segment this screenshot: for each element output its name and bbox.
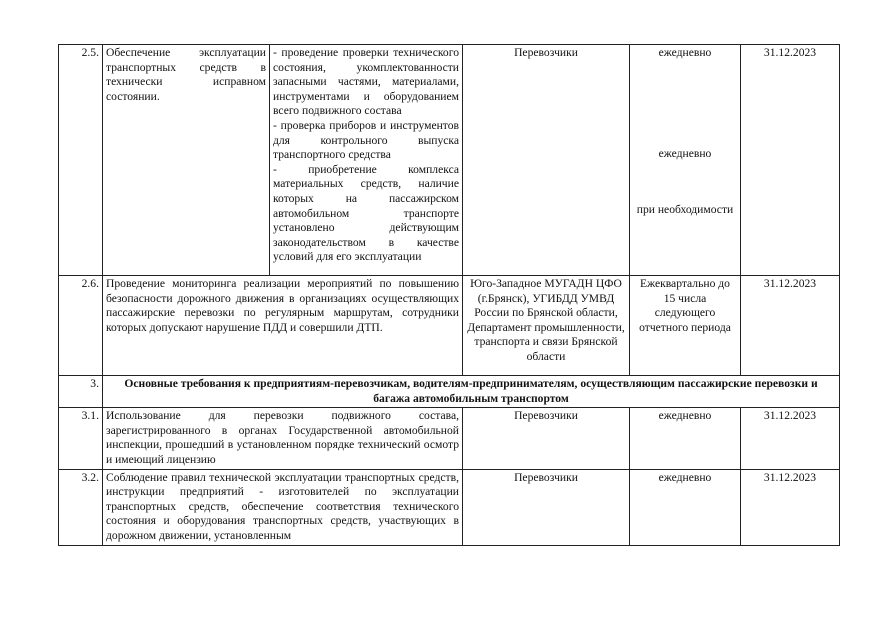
section-title: Основные требования к предприятиям-перевозчикам, водителям-предпринимателям, осуществляющим пассажирские перевозки и багажа автомобильным транспортом xyxy=(103,376,840,408)
row-number: 3.1. xyxy=(59,408,103,469)
table-row xyxy=(59,469,840,545)
row-period: Ежеквартально до 15 числа следующего отчетного периода xyxy=(630,276,741,376)
table-row xyxy=(59,276,840,376)
row-deadline: 31.12.2023 xyxy=(741,45,840,276)
row-deadline: 31.12.2023 xyxy=(741,469,840,545)
row-title: Соблюдение правил технической эксплуатации транспортных средств, инструкции предприятий - изготовителей по эксплуатации транспортных средств, обеспечение соответствия технического состояния и оборудования транспортных средств, участвующих в дорожном движении, установленным xyxy=(103,469,463,545)
table-row xyxy=(59,45,840,276)
row-executor: Перевозчики xyxy=(463,469,630,545)
row-deadline: 31.12.2023 xyxy=(741,408,840,469)
row-period: ежедневно xyxy=(630,408,741,469)
period-item: ежедневно xyxy=(658,146,712,160)
period-item: ежедневно xyxy=(658,46,712,59)
table-row xyxy=(59,408,840,469)
row-number: 2.5. xyxy=(59,45,103,276)
row-title: Использование для перевозки подвижного состава, зарегистрированного в органах Государственной автомобильной инспекции, прошедший в установленном порядке технический осмотр и имеющий лицензию xyxy=(103,408,463,469)
row-periods xyxy=(630,45,741,276)
row-executor: Перевозчики xyxy=(463,45,630,276)
row-title: Проведение мониторинга реализации мероприятий по повышению безопасности дорожного движения в организациях осуществляющих пассажирские перевозки по регулярным маршрутам, сотрудники которых допускают нарушение ПДД и совершили ДТП. xyxy=(103,276,463,376)
measure-item: - проверка приборов и инструментов для контрольного выпуска транспортного средства xyxy=(273,118,459,162)
measure-item: - проведение проверки технического состояния, укомплектованности запасными частями, материалами, инструментами и оборудованием всего подвижного состава xyxy=(273,46,459,118)
measures-table xyxy=(58,44,840,546)
measure-item: - приобретение комплекса материальных средств, наличие которых на пассажирском автомобильном транспорте установлено действующим законодательством в качестве условий для его эксплуатации xyxy=(273,162,459,264)
row-measures xyxy=(270,45,463,276)
row-executor: Юго-Западное МУГАДН ЦФО (г.Брянск), УГИБДД УМВД России по Брянской области, Департамент промышленности, транспорта и связи Брянской области xyxy=(463,276,630,376)
row-deadline: 31.12.2023 xyxy=(741,276,840,376)
row-number: 3. xyxy=(59,376,103,408)
row-period: ежедневно xyxy=(630,469,741,545)
section-row xyxy=(59,376,840,408)
period-item: при необходимости xyxy=(636,203,734,217)
row-number: 3.2. xyxy=(59,469,103,545)
row-executor: Перевозчики xyxy=(463,408,630,469)
row-title: Обеспечение эксплуатации транспортных средств в технически исправном состоянии. xyxy=(103,45,270,276)
row-number: 2.6. xyxy=(59,276,103,376)
